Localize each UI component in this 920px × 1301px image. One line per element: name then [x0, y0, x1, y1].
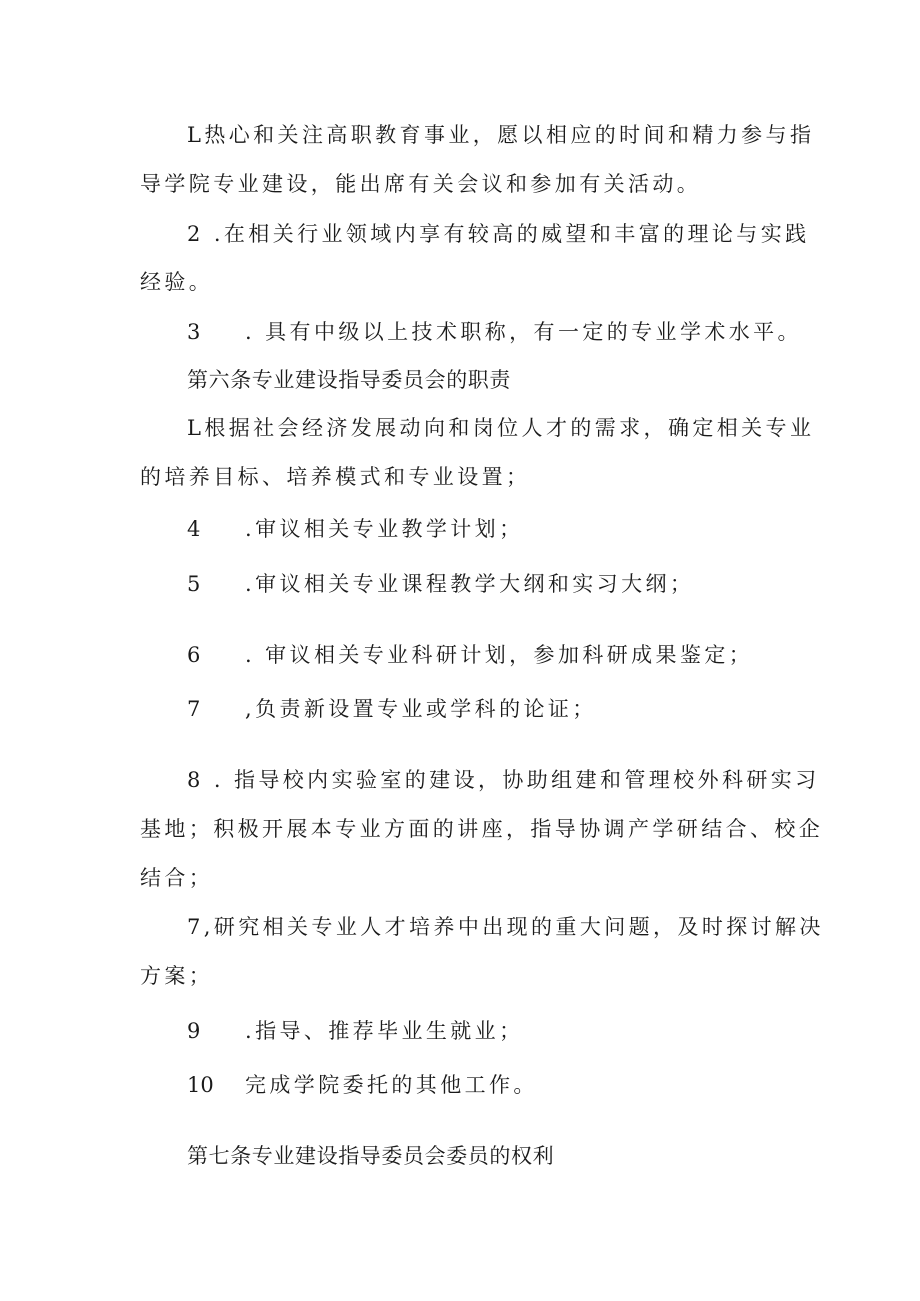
list-item-text: .审议相关专业课程教学大纲和实习大纲；	[245, 572, 695, 596]
list-item-text: . 具有中级以上技术职称，有一定的专业学术水平。	[245, 320, 802, 344]
paragraph-line: L根据社会经济发展动向和岗位人才的需求，确定相关专业	[187, 416, 815, 440]
paragraph-line: L热心和关注高职教育事业，愿以相应的时间和精力参与指	[187, 123, 815, 147]
list-number: 5	[187, 572, 201, 596]
paragraph-line: 7,研究相关专业人才培养中出现的重大问题，及时探讨解决	[187, 915, 824, 939]
paragraph-line: 的培养目标、培养模式和专业设置；	[140, 465, 531, 489]
section-heading: 第六条专业建设指导委员会的职责	[187, 368, 511, 392]
paragraph-line: 基地；积极开展本专业方面的讲座，指导协调产学研结合、校企	[140, 817, 824, 841]
paragraph-line: 经验。	[140, 270, 214, 294]
list-item-text: .审议相关专业教学计划；	[245, 517, 524, 541]
list-item-text: ,负责新设置专业或学科的论证；	[245, 697, 597, 721]
list-number: 3	[187, 320, 201, 344]
paragraph-line: 结合；	[140, 866, 214, 890]
list-number: 7	[187, 697, 201, 721]
list-number: 10	[187, 1073, 214, 1097]
list-item-text: .指导、推荐毕业生就业；	[245, 1019, 524, 1043]
paragraph-line: 8 . 指导校内实验室的建设，协助组建和管理校外科研实习	[187, 768, 820, 792]
paragraph-line: 导学院专业建设，能出席有关会议和参加有关活动。	[140, 172, 702, 196]
list-item-text: . 审议相关专业科研计划，参加科研成果鉴定；	[245, 643, 754, 667]
paragraph-line: 2 .在相关行业领域内享有较高的威望和丰富的理论与实践	[187, 222, 810, 246]
list-number: 4	[187, 517, 201, 541]
list-number: 9	[187, 1019, 201, 1043]
list-item-text: 完成学院委托的其他工作。	[245, 1073, 538, 1097]
paragraph-line: 方案；	[140, 964, 214, 988]
list-number: 6	[187, 643, 201, 667]
section-heading: 第七条专业建设指导委员会委员的权利	[187, 1144, 555, 1168]
